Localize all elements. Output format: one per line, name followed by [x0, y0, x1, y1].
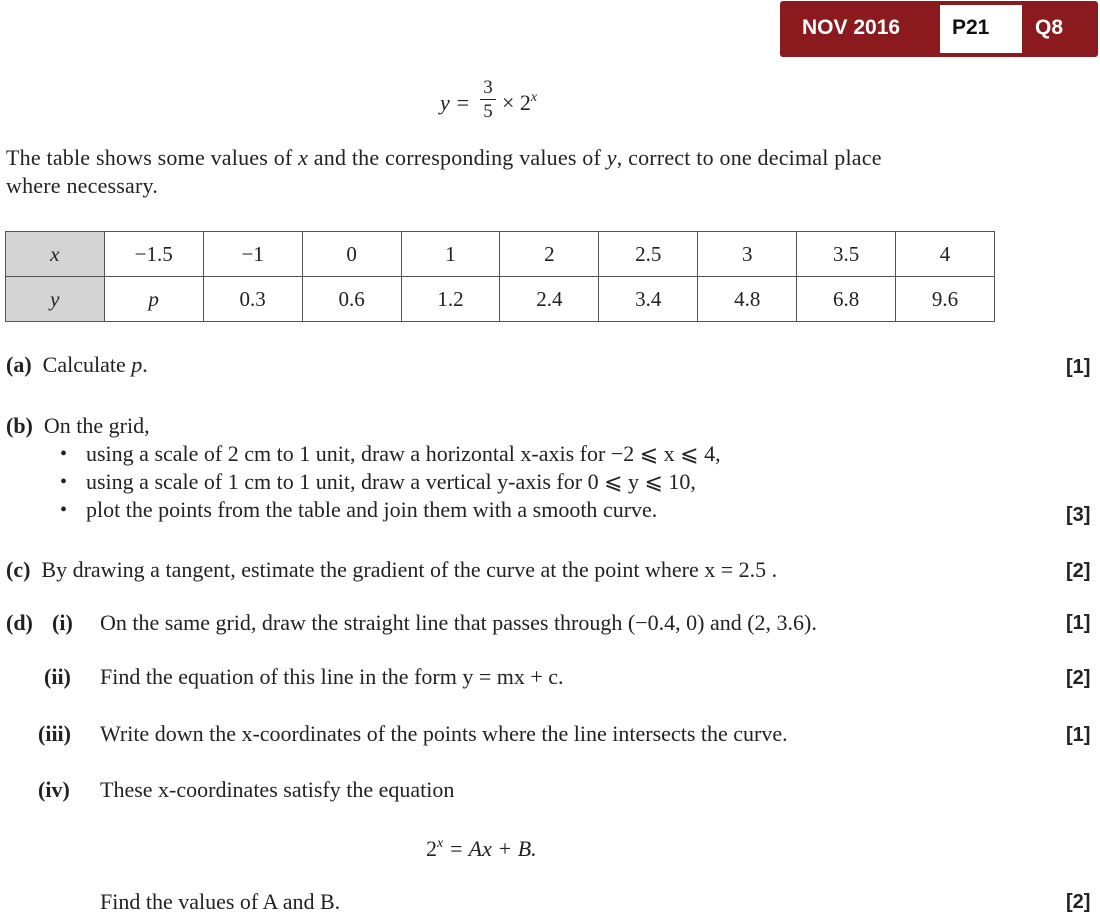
fraction-numerator: 3 — [483, 77, 493, 98]
part-b — [6, 413, 150, 439]
part-d-iii-text: Write down the x-coordinates of the points where the line intersects the curve. — [100, 721, 788, 746]
intro-text-3: , correct to one decimal place — [616, 145, 882, 170]
table-cell: 2.4 — [500, 277, 599, 322]
table-cell: 4 — [896, 232, 995, 277]
table-row-x — [6, 232, 995, 277]
session-label: NOV 2016 — [802, 16, 901, 39]
part-a-marks: [1] — [1066, 356, 1091, 378]
part-b-bullet-1: using a scale of 2 cm to 1 unit, draw a horizontal x-axis for −2 ⩽ x ⩽ 4, — [86, 441, 721, 466]
part-d-iv-marks: [2] — [1066, 891, 1091, 913]
table-cell: 2 — [500, 232, 599, 277]
part-a-label: (a) — [6, 352, 32, 377]
table-cell: 4.8 — [698, 277, 797, 322]
equation-base: × 2 — [502, 90, 531, 115]
table-cell: 0.3 — [203, 277, 302, 322]
table-cell: 1 — [401, 232, 500, 277]
part-d-iii-marks: [1] — [1066, 724, 1091, 746]
table-cell-p: p — [104, 277, 203, 322]
equation-lhs: y = — [440, 90, 471, 115]
intro-text-4: where necessary. — [6, 173, 159, 198]
table-cell: 1.2 — [401, 277, 500, 322]
table-cell: −1 — [203, 232, 302, 277]
bullet-dot: • — [60, 471, 68, 493]
part-a-text: Calculate — [42, 352, 132, 377]
part-d-iv-label: (iv) — [38, 777, 70, 802]
intro-paragraph — [6, 144, 1046, 200]
part-d-iv-text: These x-coordinates satisfy the equation — [100, 777, 455, 802]
part-c-marks: [2] — [1066, 560, 1091, 582]
part-d-i-label: (i) — [52, 610, 73, 635]
table-cell: 0 — [302, 232, 401, 277]
table-cell: 3.4 — [599, 277, 698, 322]
table-cell: 6.8 — [797, 277, 896, 322]
part-b-text: On the grid, — [43, 413, 150, 438]
part-d-ii-label: (ii) — [44, 664, 71, 689]
question-number: Q8 — [1035, 16, 1064, 39]
part-d-i-marks: [1] — [1066, 612, 1091, 634]
bullet-dot: • — [60, 443, 68, 465]
part-b-bullet-3: plot the points from the table and join them with a smooth curve. — [86, 497, 658, 522]
part-c-label: (c) — [6, 557, 31, 582]
part-a-end: . — [142, 352, 148, 377]
equation-exponent: x — [530, 90, 538, 105]
bullet-dot: • — [60, 499, 68, 521]
part-b-bullet-2: using a scale of 1 cm to 1 unit, draw a vertical y-axis for 0 ⩽ y ⩽ 10, — [86, 469, 696, 494]
table-cell: 2.5 — [599, 232, 698, 277]
part-b-marks: [3] — [1066, 504, 1091, 526]
question-badge — [780, 1, 1098, 57]
table-header-y: y — [6, 277, 105, 322]
part-c-text: By drawing a tangent, estimate the gradient of the curve at the point where x = 2.5 . — [41, 557, 778, 582]
part-d-iii-label: (iii) — [38, 721, 71, 746]
part-b-label: (b) — [6, 413, 33, 438]
part-a-var: p — [131, 352, 143, 377]
intro-text-2: and the corresponding values of — [308, 145, 607, 170]
table-cell: 0.6 — [302, 277, 401, 322]
fraction-bar — [480, 99, 496, 100]
part-d-i-text: On the same grid, draw the straight line that passes through (−0.4, 0) and (2, 3.6). — [100, 610, 817, 635]
fraction-denominator: 5 — [483, 101, 493, 122]
equation-rhs — [502, 90, 537, 116]
part-c — [6, 557, 777, 583]
table-header-x: x — [6, 232, 105, 277]
part-d-label: (d) — [6, 610, 33, 635]
intro-y: y — [606, 145, 617, 170]
part-d-iv-find: Find the values of A and B. — [100, 889, 341, 914]
paper-label: P21 — [952, 16, 990, 39]
part-d-ii-text: Find the equation of this line in the form y = mx + c. — [100, 664, 564, 689]
equation-fraction — [480, 78, 496, 121]
table-cell: −1.5 — [104, 232, 203, 277]
values-table — [5, 231, 995, 322]
part-d-ii-marks: [2] — [1066, 667, 1091, 689]
part-d-iv-equation — [426, 836, 537, 862]
intro-text-1: The table shows some values of — [6, 145, 299, 170]
iv-eq-base: 2 — [426, 836, 437, 861]
intro-x: x — [298, 145, 309, 170]
iv-eq-exp: x — [437, 836, 444, 851]
table-cell: 3 — [698, 232, 797, 277]
part-a — [6, 352, 148, 378]
iv-eq-rest: = Ax + B. — [443, 836, 537, 861]
table-row-y — [6, 277, 995, 322]
table-cell: 3.5 — [797, 232, 896, 277]
table-cell: 9.6 — [896, 277, 995, 322]
